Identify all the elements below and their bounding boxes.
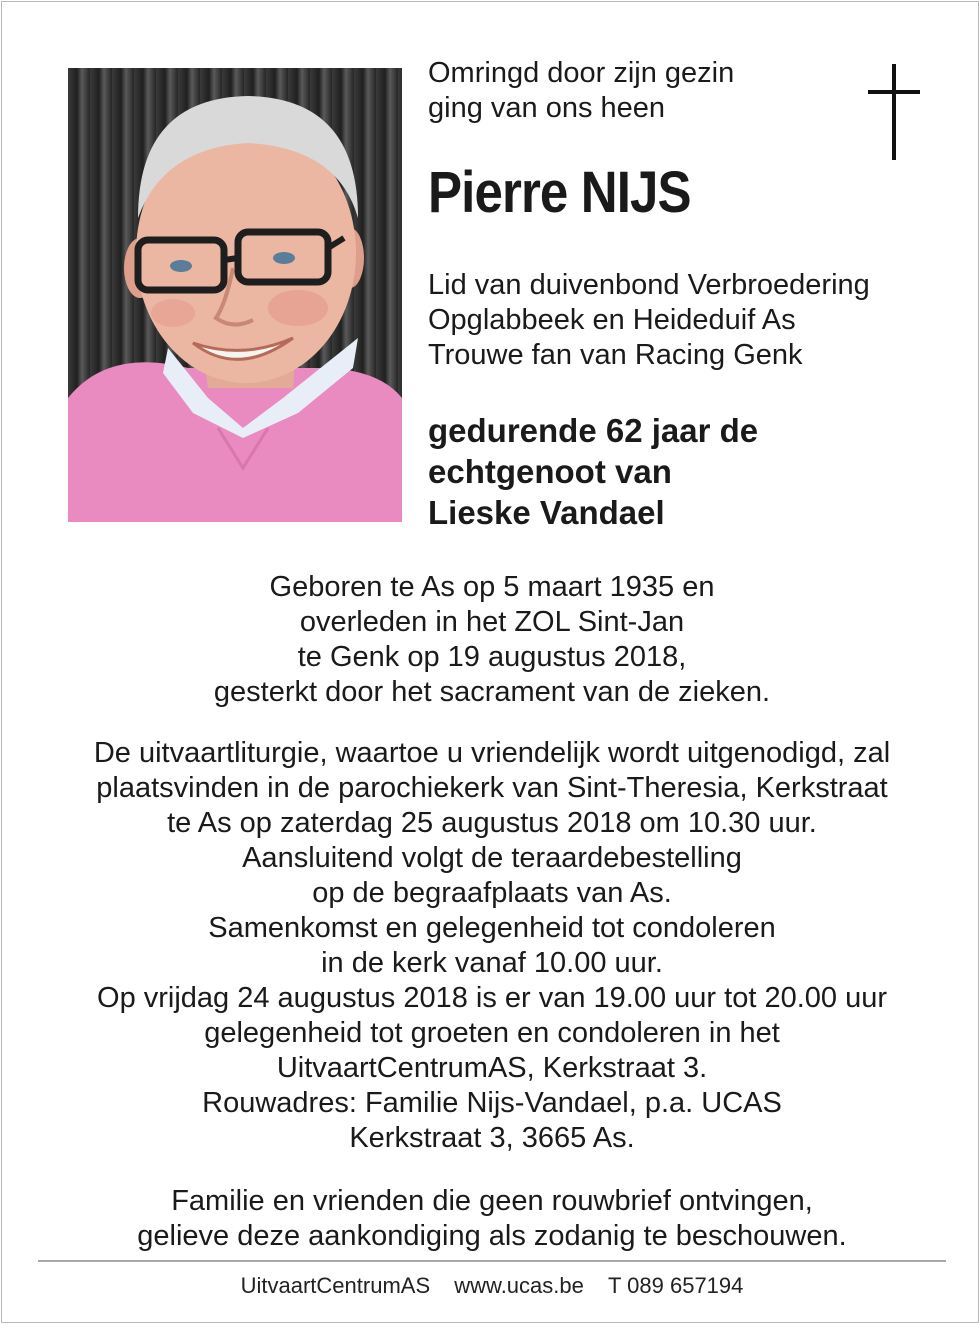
- funeral-line: Samenkomst en gelegenheid tot condoleren: [208, 912, 776, 944]
- spouse-text: [428, 410, 758, 533]
- notice-paragraph: [42, 1184, 942, 1254]
- funeral-line: Aansluitend volgt de teraardebestelling: [242, 842, 742, 874]
- funeral-line: Op vrijdag 24 augustus 2018 is er van 19.00 uur tot 20.00 uur: [97, 982, 887, 1014]
- spouse-line: echtgenoot van: [428, 453, 672, 490]
- funeral-line: te As op zaterdag 25 augustus 2018 om 10.30 uur.: [167, 807, 817, 839]
- bio-text: [428, 268, 870, 373]
- deceased-name: Pierre NIJS: [428, 160, 691, 225]
- death-notice: [1, 1, 979, 1323]
- funeral-line: gelegenheid tot groeten en condoleren in het: [204, 1017, 780, 1049]
- notice-line: Familie en vrienden die geen rouwbrief ontvingen,: [171, 1185, 813, 1217]
- birth-line: overleden in het ZOL Sint-Jan: [299, 606, 685, 638]
- intro-line: ging van ons heen: [428, 92, 666, 124]
- funeral-line: plaatsvinden in de parochiekerk van Sint-Theresia, Kerkstraat: [96, 772, 888, 804]
- footer-divider: [38, 1260, 946, 1262]
- funeral-line: Rouwadres: Familie Nijs-Vandael, p.a. UCAS: [202, 1087, 782, 1119]
- bio-line: Lid van duivenbond Verbroedering: [428, 269, 870, 301]
- intro-text: [428, 56, 734, 126]
- portrait-photo: [68, 68, 402, 522]
- funeral-line: in de kerk vanaf 10.00 uur.: [321, 947, 663, 979]
- birth-line: Geboren te As op 5 maart 1935 en: [269, 571, 715, 603]
- funeral-line: UitvaartCentrumAS, Kerkstraat 3.: [276, 1052, 708, 1084]
- footer-website-link[interactable]: www.ucas.be: [454, 1273, 584, 1298]
- birth-line: gesterkt door het sacrament van de zieken.: [213, 676, 771, 708]
- cross-icon: [864, 64, 924, 160]
- footer-company: UitvaartCentrumAS: [240, 1273, 431, 1298]
- birth-death-paragraph: [42, 570, 942, 710]
- funeral-line: De uitvaartliturgie, waartoe u vriendelijk wordt uitgenodigd, zal: [93, 737, 891, 769]
- notice-line: gelieve deze aankondiging als zodanig te beschouwen.: [137, 1220, 847, 1252]
- birth-line: te Genk op 19 augustus 2018,: [297, 641, 687, 673]
- funeral-line: op de begraafplaats van As.: [312, 877, 672, 909]
- funeral-line: Kerkstraat 3, 3665 As.: [349, 1122, 635, 1154]
- bio-line: Trouwe fan van Racing Genk: [428, 339, 803, 371]
- bio-line: Opglabbeek en Heideduif As: [428, 304, 796, 336]
- spouse-line: gedurende 62 jaar de: [428, 412, 759, 449]
- spouse-line: Lieske Vandael: [428, 494, 665, 531]
- footer-phone: T 089 657194: [608, 1273, 744, 1298]
- funeral-paragraph: [42, 736, 942, 1156]
- intro-line: Omringd door zijn gezin: [428, 57, 735, 89]
- portrait-illustration: [68, 68, 402, 522]
- footer: [42, 1272, 942, 1300]
